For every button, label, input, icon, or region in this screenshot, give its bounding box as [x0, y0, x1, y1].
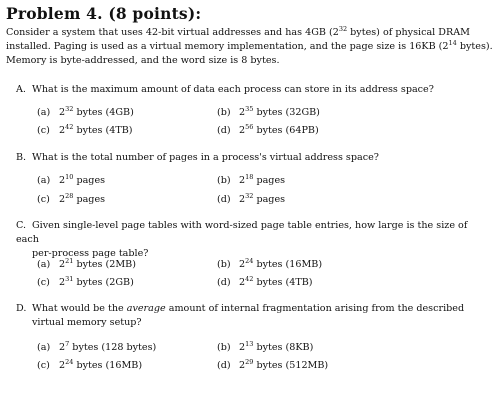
option-text: bytes (512MB) — [253, 360, 329, 371]
question-prompt: Given single-level page tables with word-sized page table entries, how large is the size of each — [16, 220, 468, 245]
option-base: 2 — [59, 259, 66, 270]
question-emphasis: average — [126, 303, 166, 314]
option-d-b[interactable] — [217, 341, 313, 354]
question-text — [16, 83, 471, 97]
option-text: bytes (32GB) — [253, 107, 320, 118]
option-b-d[interactable] — [217, 193, 285, 206]
intro-exponent: 14 — [448, 39, 457, 47]
intro-text: installed. Paging is used as a virtual memory implementation, and the page size is 16KB (2 — [6, 41, 449, 52]
question-text — [16, 219, 471, 247]
option-d-c[interactable] — [37, 359, 142, 372]
option-label: (c) — [37, 277, 50, 288]
option-a-b[interactable] — [217, 106, 320, 119]
option-exponent: 42 — [65, 123, 74, 131]
intro-text: Consider a system that uses 42-bit virtual addresses and has 4GB (2 — [6, 27, 339, 38]
question-d — [16, 302, 471, 330]
intro-line-1 — [6, 26, 480, 40]
option-label: (b) — [217, 342, 231, 353]
question-prompt: amount of internal fragmentation arising from the described — [165, 303, 465, 314]
option-exponent: 32 — [65, 105, 74, 113]
option-label: (b) — [217, 107, 231, 118]
option-label: (c) — [37, 125, 50, 136]
option-label: (c) — [37, 194, 50, 205]
option-b-a[interactable] — [37, 174, 105, 187]
option-exponent: 31 — [65, 275, 74, 283]
option-exponent: 10 — [65, 173, 74, 181]
intro-exponent: 32 — [338, 25, 348, 33]
question-c — [16, 219, 471, 261]
option-d-d[interactable] — [217, 359, 328, 372]
option-exponent: 35 — [245, 105, 254, 113]
option-text: bytes (8KB) — [253, 342, 314, 353]
option-text: bytes (2MB) — [73, 259, 136, 270]
question-prompt: What is the maximum amount of data each process can store in its address space? — [32, 84, 434, 95]
option-exponent: 13 — [245, 340, 254, 348]
option-label: (d) — [217, 360, 231, 371]
intro-text: bytes). — [456, 41, 493, 52]
option-base: 2 — [59, 125, 66, 136]
question-label: D. — [16, 303, 27, 314]
option-c-d[interactable] — [217, 276, 313, 289]
option-label: (a) — [37, 175, 51, 186]
question-prompt: What would be the — [32, 303, 127, 314]
option-c-a[interactable] — [37, 258, 136, 271]
option-base: 2 — [239, 175, 246, 186]
question-text-line-2: virtual memory setup? — [32, 317, 142, 328]
option-exponent: 42 — [245, 275, 254, 283]
option-label: (d) — [217, 125, 231, 136]
question-label: B. — [16, 152, 27, 163]
option-text: bytes (64PB) — [253, 125, 319, 136]
option-exponent: 28 — [65, 192, 74, 200]
option-base: 2 — [239, 107, 246, 118]
option-exponent: 24 — [65, 358, 74, 366]
intro-line-2 — [6, 39, 493, 54]
question-label: C. — [16, 220, 27, 231]
option-label: (b) — [217, 259, 231, 270]
option-a-a[interactable] — [37, 106, 134, 119]
option-label: (b) — [217, 175, 231, 186]
option-exponent: 56 — [245, 123, 254, 131]
option-exponent: 7 — [65, 340, 70, 348]
option-text: bytes (128 bytes) — [69, 342, 157, 353]
option-base: 2 — [59, 107, 66, 118]
option-base: 2 — [59, 277, 66, 288]
option-d-a[interactable] — [37, 341, 156, 354]
option-base: 2 — [239, 360, 246, 371]
option-c-b[interactable] — [217, 258, 322, 271]
option-b-b[interactable] — [217, 174, 285, 187]
option-label: (a) — [37, 107, 51, 118]
option-label: (d) — [217, 277, 231, 288]
problem-intro — [6, 25, 493, 68]
option-label: (c) — [37, 360, 50, 371]
option-base: 2 — [59, 360, 66, 371]
question-b — [16, 151, 471, 165]
option-exponent: 29 — [245, 358, 254, 366]
option-exponent: 24 — [245, 257, 254, 265]
option-text: bytes (16MB) — [253, 259, 323, 270]
option-label: (d) — [217, 194, 231, 205]
option-base: 2 — [239, 259, 246, 270]
option-text: bytes (2GB) — [73, 277, 134, 288]
question-prompt: What is the total number of pages in a process's virtual address space? — [32, 152, 379, 163]
option-text: bytes (16MB) — [73, 360, 143, 371]
option-base: 2 — [239, 194, 246, 205]
option-exponent: 21 — [65, 257, 74, 265]
option-a-d[interactable] — [217, 124, 319, 137]
option-exponent: 18 — [245, 173, 254, 181]
intro-text: bytes) of physical DRAM — [347, 27, 470, 38]
option-a-c[interactable] — [37, 124, 133, 137]
question-label: A. — [16, 84, 26, 95]
option-label: (a) — [37, 259, 51, 270]
option-text: pages — [253, 175, 286, 186]
question-text-line-2: per-process page table? — [32, 248, 149, 259]
option-exponent: 32 — [245, 192, 254, 200]
option-text: pages — [73, 194, 106, 205]
question-a — [16, 83, 471, 97]
option-text: bytes (4TB) — [253, 277, 313, 288]
problem-title: Problem 4. (8 points): — [6, 4, 202, 23]
option-base: 2 — [59, 175, 66, 186]
option-text: bytes (4GB) — [73, 107, 134, 118]
option-base: 2 — [239, 277, 246, 288]
option-text: bytes (4TB) — [73, 125, 133, 136]
option-b-c[interactable] — [37, 193, 105, 206]
option-c-c[interactable] — [37, 276, 134, 289]
intro-line-3: Memory is byte-addressed, and the word size is 8 bytes. — [6, 55, 280, 66]
option-base: 2 — [239, 342, 246, 353]
option-base: 2 — [59, 342, 66, 353]
option-base: 2 — [239, 125, 246, 136]
option-text: pages — [253, 194, 286, 205]
option-text: pages — [73, 175, 106, 186]
question-text — [16, 302, 471, 316]
option-label: (a) — [37, 342, 51, 353]
option-base: 2 — [59, 194, 66, 205]
question-text — [16, 151, 471, 165]
